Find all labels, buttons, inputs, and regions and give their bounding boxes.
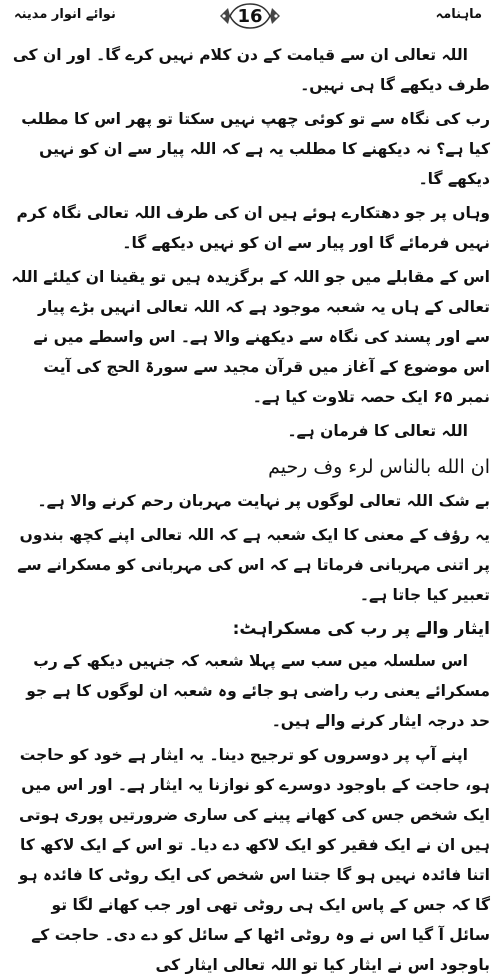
paragraph-7: اس سلسلہ میں سب سے پہلا شعبہ کہ جنہیں دیکھ کے رب مسکرائے یعنی رب راضی ہو جائے وہ شعبہ ان لوگوں کا ہے جو حد درجہ ایثار کرنے والے ہیں۔ bbox=[26, 652, 490, 730]
section-heading: ایثار والے پر رب کی مسکراہٹ: bbox=[232, 619, 490, 639]
magazine-name: نوائے انوار مدینہ bbox=[14, 7, 116, 22]
magazine-type: ماہنامہ bbox=[435, 7, 482, 22]
quran-verse: ان الله بالناس لرء وف رحيم bbox=[268, 456, 490, 478]
page-number: 16 bbox=[237, 6, 263, 27]
paragraph-3: وہاں پر جو دھتکارے ہوئے ہیں ان کی طرف اللہ تعالی نگاہ کرم نہیں فرمائے گا اور پیار سے ان کو نہیں دیکھے گا۔ bbox=[16, 204, 490, 252]
paragraph-8: اپنے آپ پر دوسروں کو ترجیح دینا۔ یہ ایثار ہے خود کو حاجت ہو، حاجت کے باوجود دوسرے کو نوازنا یہ ایثار ہے۔ اور اس میں ایک شخص جس کی کھانے پینے کی ساری ضرورتیں پوری ہوتی ہیں ان نے ایک فقیر کو ایک لاکھ دے دیا۔ تو اس کے ایک لاکھ کا اتنا فائدہ نہیں ہو گا جتنا اس شخص کی ایک روٹی کا فائدہ ہو گا کہ جس کے پاس ایک ہی روٹی تھی اور جب کھانے لگا تو سائل آ گیا اس نے وہ روٹی اٹھا کے سائل کو دے دی۔ حاجت کے باوجود اس نے ایثار کیا تو اللہ تعالی ایثار کی bbox=[18, 746, 490, 974]
paragraph-5: اللہ تعالی کا فرمان ہے۔ bbox=[287, 422, 468, 440]
article-body bbox=[10, 40, 490, 974]
paragraph-4: اس کے مقابلے میں جو اللہ کے برگزیدہ ہیں تو یقینا ان کیلئے اللہ تعالی کے ہاں یہ شعبہ موجود ہے کہ اللہ تعالی انہیں بڑے پیار سے اور پسند کی نگاہ سے دیکھنے والا ہے۔ اس واسطے میں نے اس موضوع کے آغاز میں قرآن مجید سے سورۃ الحج کی آیت نمبر ۶۵ ایک حصہ تلاوت کیا ہے۔ bbox=[11, 268, 490, 406]
page-header bbox=[0, 0, 500, 36]
verse-translation: بے شک اللہ تعالی لوگوں پر نہایت مہربان رحم کرنے والا ہے۔ bbox=[37, 492, 490, 510]
page-number-badge bbox=[216, 2, 284, 30]
paragraph-6: یہ رؤف کے معنی کا ایک شعبہ ہے کہ اللہ تعالی اپنے کچھ بندوں پر اتنی مہربانی فرماتا ہے کہ اس کی مہربانی کو مسکرانے سے تعبیر کیا جاتا ہے۔ bbox=[17, 526, 490, 604]
paragraph-1: اللہ تعالی ان سے قیامت کے دن کلام نہیں کرے گا۔ اور ان کی طرف دیکھے گا ہی نہیں۔ bbox=[12, 46, 490, 94]
paragraph-2: رب کی نگاہ سے تو کوئی چھپ نہیں سکتا تو پھر اس کا مطلب کیا ہے؟ نہ دیکھنے کا مطلب یہ ہے کہ اللہ پیار سے ان کو نہیں دیکھے گا۔ bbox=[21, 110, 490, 188]
